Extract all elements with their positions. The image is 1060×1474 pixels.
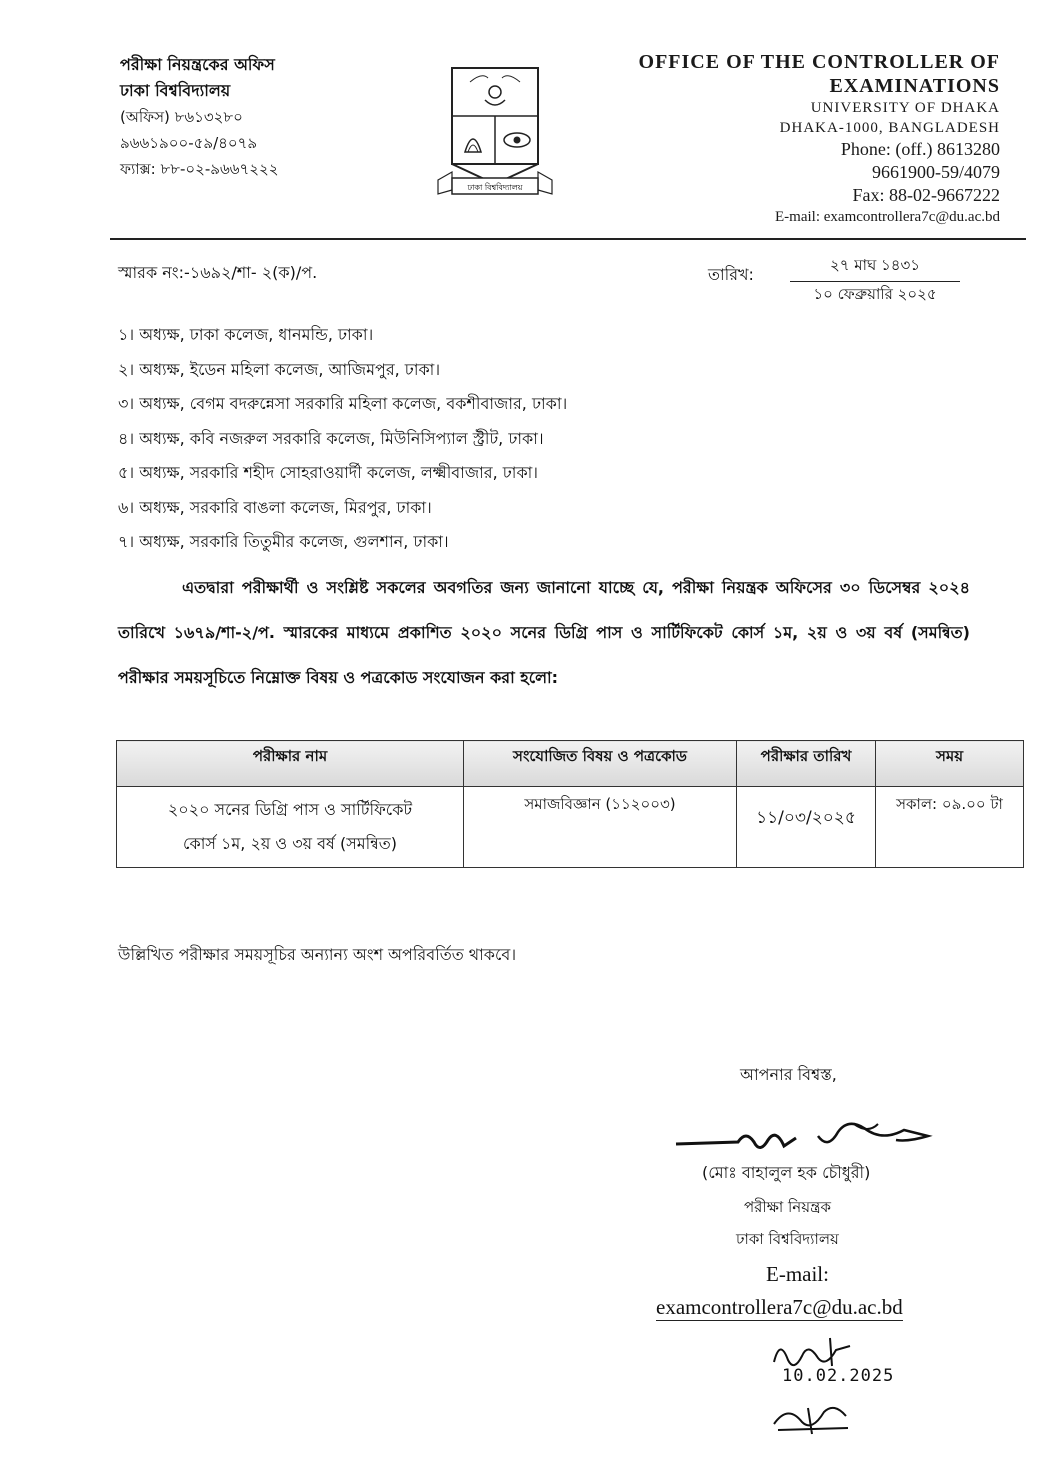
email: E-mail: examcontrollera7c@du.ac.bd [775,209,1000,225]
exam-name-line1: ২০২০ সনের ডিগ্রি পাস ও সার্টিফিকেট [167,800,413,819]
signer-email: examcontrollera7c@du.ac.bd [656,1295,903,1319]
initial-date: 10.02.2025 [782,1366,895,1386]
university-name-bn: ঢাকা বিশ্ববিদ্যালয় [120,81,231,100]
signer-name: (মোঃ বাহালুল হক চৌধুরী) [702,1163,871,1182]
closing: আপনার বিশ্বস্ত, [740,1065,837,1084]
memo-number: স্মারক নং:-১৬৯২/শা- ২(ক)/প. [118,263,318,282]
header-right-block [639,50,1000,227]
cell-date: ১১/০৩/২০২৫ [737,787,876,868]
header-left-block [120,52,279,182]
recipient-item: ২। অধ্যক্ষ, ইডেন মহিলা কলেজ, আজিমপুর, ঢাকা। [118,359,441,379]
recipient-item: ৪। অধ্যক্ষ, কবি নজরুল সরকারি কলেজ, মিউনিসিপ্যাল স্ট্রীট, ঢাকা। [118,428,544,448]
recipient-item: ৫। অধ্যক্ষ, সরকারি শহীদ সোহরাওয়ার্দী কলেজ, লক্ষ্মীবাজার, ঢাকা। [118,463,539,482]
signer-organization: ঢাকা বিশ্ববিদ্যালয় [736,1230,839,1248]
header-exam-name: পরীক্ষার নাম [117,741,464,787]
logo-label: ঢাকা বিশ্ববিদ্যালয় [467,183,523,192]
phone-other-bn: ৯৬৬১৯০০-৫৯/৪০৭৯ [120,134,258,152]
recipient-item: ৬। অধ্যক্ষ, সরকারি বাঙলা কলেজ, মিরপুর, ঢাকা। [118,497,432,517]
recipient-item: ১। অধ্যক্ষ, ঢাকা কলেজ, ধানমন্ডি, ঢাকা। [118,325,374,344]
footer-note: উল্লিখিত পরীক্ষার সময়সূচির অন্যান্য অংশ অপরিবর্তিত থাকবে। [118,945,517,964]
header-subject-code: সংযোজিত বিষয় ও পত্রকোড [464,741,737,787]
office-name-line2: EXAMINATIONS [829,75,1000,97]
notice-paragraph [118,565,970,700]
date-label: তারিখ: [708,265,754,284]
university-logo [430,60,560,200]
date-gregorian: ১০ ফেব্রুয়ারি ২০২৫ [813,285,937,303]
notice-paragraph-text: এতদ্বারা পরীক্ষার্থী ও সংশ্লিষ্ট সকলের অবগতির জন্য জানানো যাচ্ছে যে, পরীক্ষা নিয়ন্ত্রক অফিসের ৩০ ডিসেম্বর ২০২৪ তারিখে ১৬৭৯/শা-২/প. স্মারকের মাধ্যমে প্রকাশিত ২০২০ সনের ডিগ্রি পাস ও সার্টিফিকেট কোর্স ১ম, ২য় ও ৩য় বর্ষ (সমন্বিত) পরীক্ষার সময়সূচিতে নিম্নোক্ত বিষয় ও পত্রকোড সংযোজন করা হলো: [118,578,970,687]
office-name-bn: পরীক্ষা নিয়ন্ত্রকের অফিস [120,55,275,74]
header-exam-date: পরীক্ষার তারিখ [737,741,876,787]
cell-time: সকাল: ০৯.০০ টা [876,787,1024,868]
cell-subject: সমাজবিজ্ঞান (১১২০০৩) [464,787,737,868]
signer-email-label: E-mail: [766,1262,829,1286]
address: DHAKA-1000, BANGLADESH [779,120,1000,136]
recipient-item: ৭। অধ্যক্ষ, সরকারি তিতুমীর কলেজ, গুলশান, ঢাকা। [118,532,449,551]
table-header-row [117,741,1024,787]
recipient-item: ৩। অধ্যক্ষ, বেগম বদরুন্নেসা সরকারি মহিলা কলেজ, বকশীবাজার, ঢাকা। [118,394,568,413]
header-time: সময় [876,741,1024,787]
fax: Fax: 88-02-9667222 [852,185,1000,205]
exam-name-line2: কোর্স ১ম, ২য় ও ৩য় বর্ষ (সমন্বিত) [183,834,397,853]
office-name-line1: OFFICE OF THE CONTROLLER OF [638,51,1000,73]
exam-schedule-table [116,740,1024,868]
recipient-list [118,318,567,560]
university-name: UNIVERSITY OF DHAKA [810,100,1000,116]
date-bengali: ২৭ মাঘ ১৪৩১ [790,254,960,282]
table-row [117,787,1024,868]
fax-bn: ফ্যাক্স: ৮৮-০২-৯৬৬৭২২২ [120,160,279,178]
scribble-mark [768,1398,858,1438]
phone-other: 9661900-59/4079 [872,162,1000,182]
header-divider [110,238,1026,240]
phone-office-bn: (অফিস) ৮৬১৩২৮০ [120,108,243,126]
cell-exam-name [117,787,464,868]
signer-title: পরীক্ষা নিয়ন্ত্রক [744,1198,831,1216]
phone-office: Phone: (off.) 8613280 [840,139,1000,159]
